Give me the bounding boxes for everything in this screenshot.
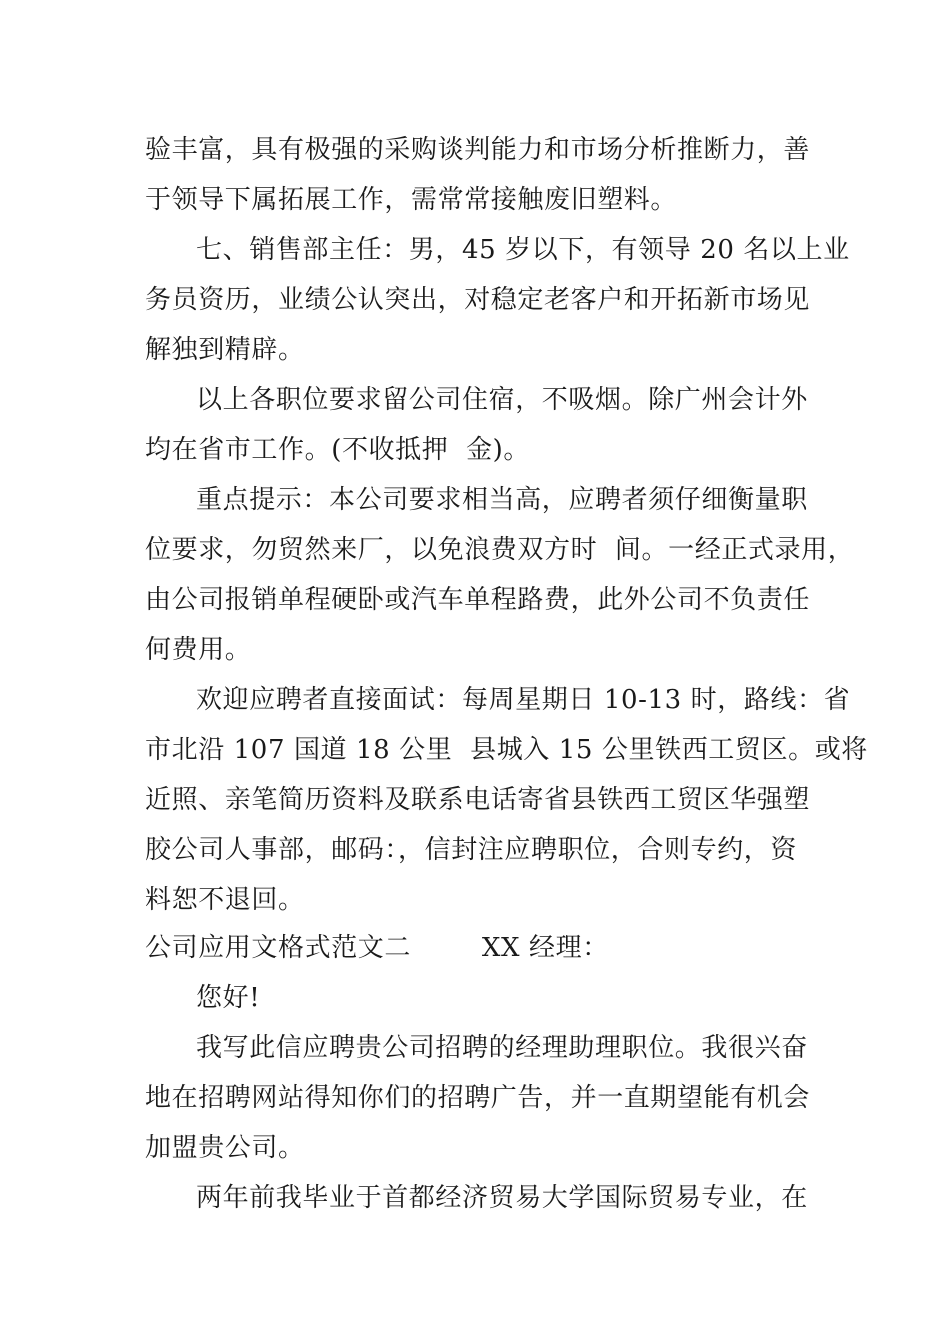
text-line: 加盟贵公司。 (145, 1133, 305, 1163)
text-line: 验丰富，具有极强的采购谈判能力和市场分析推断力，善 (145, 135, 811, 165)
text-line: 两年前我毕业于首都经济贸易大学国际贸易专业，在 (196, 1183, 808, 1213)
text-line: 市北沿 107 国道 18 公里 县城入 15 公里铁西工贸区。或将 (145, 735, 868, 765)
text-line: 均在省市工作。(不收抵押 金)。 (145, 435, 531, 465)
text-line: 解独到精辟。 (145, 335, 305, 365)
text-line: 胶公司人事部，邮码：，信封注应聘职位，合则专约，资 (145, 835, 798, 865)
text-line: 以上各职位要求留公司住宿，不吸烟。除广州会计外 (196, 385, 808, 415)
text-line: 七、销售部主任：男，45 岁以下，有领导 20 名以上业 (196, 235, 850, 265)
text-line: 地在招聘网站得知你们的招聘广告，并一直期望能有机会 (145, 1083, 811, 1113)
text-line: 由公司报销单程硬卧或汽车单程路费，此外公司不负责任 (145, 585, 811, 615)
text-line: 何费用。 (145, 635, 252, 665)
text-line: 位要求，勿贸然来厂，以免浪费双方时 间。一经正式录用， (145, 535, 855, 565)
text-line: 料恕不退回。 (145, 885, 305, 915)
text-line: 近照、亲笔简历资料及联系电话寄省县铁西工贸区华强塑 (145, 785, 811, 815)
text-line: 于领导下属拓展工作，需常常接触废旧塑料。 (145, 185, 678, 215)
text-line: 我写此信应聘贵公司招聘的经理助理职位。我很兴奋 (196, 1033, 808, 1063)
section-heading: 公司应用文格式范文二 XX 经理： (145, 933, 609, 963)
text-line: 欢迎应聘者直接面试：每周星期日 10-13 时，路线：省 (196, 685, 851, 715)
text-line: 务员资历，业绩公认突出，对稳定老客户和开拓新市场见 (145, 285, 811, 315)
text-line: 重点提示：本公司要求相当高，应聘者须仔细衡量职 (196, 485, 808, 515)
salutation: 您好! (196, 983, 261, 1013)
